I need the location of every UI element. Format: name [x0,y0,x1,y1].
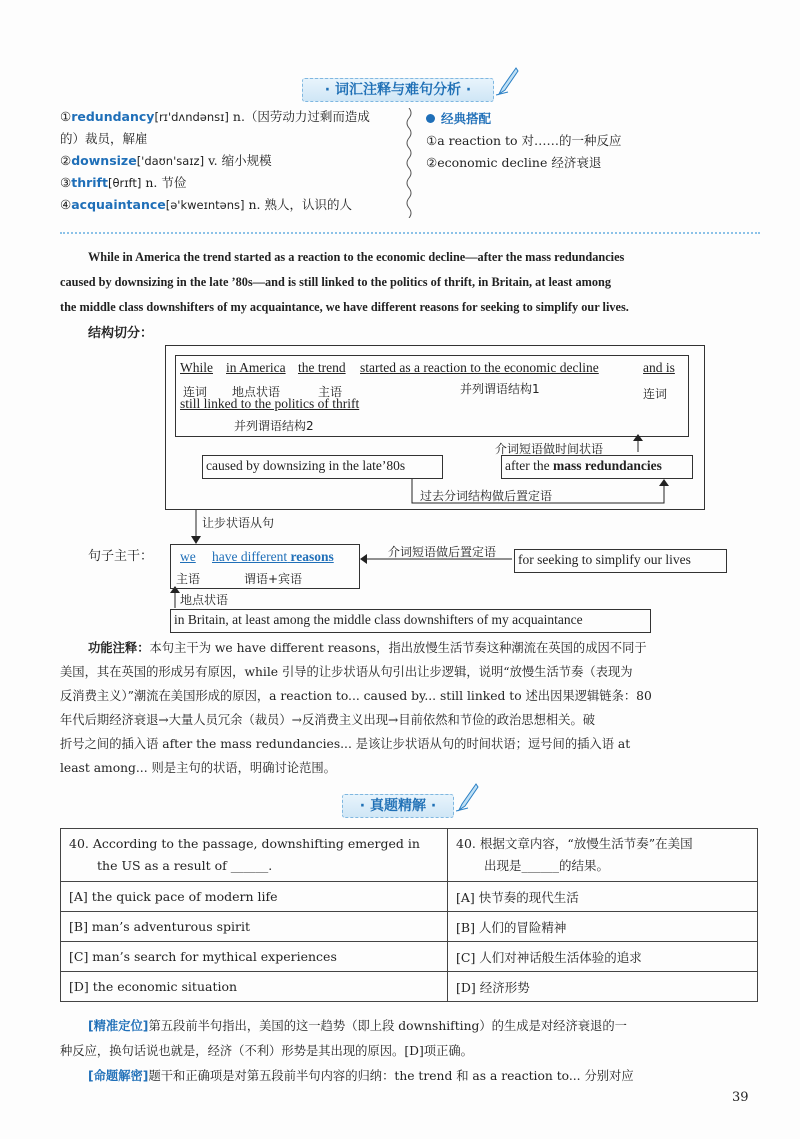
analysis [60,1014,760,1089]
sentence-line: While in America the trend started as a reaction to the economic decline—after the mass redundancies [88,250,625,264]
label-pred2: 并列谓语结构2 [234,419,314,433]
collocation-item: ②economic decline 经济衰退 [426,155,602,170]
arrow-line [412,479,664,503]
option-cn: [D] 经济形势 [448,972,758,1002]
label-main-subject: 主语 [176,572,201,586]
note-line: 功能注释：本句主干为 we have different reasons，指出放慢生活节奏这种潮流在英国的成因不同于 [88,640,647,655]
vocab-item-continued: 的）裁员，解雇 [60,131,148,146]
question-stem-en: 40. According to the passage, downshifting emerged in the US as a result of ______. [61,829,448,882]
word-in-america: in America [226,360,286,375]
sentence-line: the middle class downshifters of my acquaintance, we have different reasons for seeking to simplify our lives. [60,300,629,314]
question-stem-cn: 40. 根据文章内容，“放慢生活节奏”在美国 出现是______的结果。 [448,829,758,882]
word-for-seeking: for seeking to simplify our lives [518,552,691,567]
pen-icon [454,782,480,812]
question-table [60,828,758,1002]
arrow-head [633,434,643,441]
vocab-item: ④acquaintance[ə'kweɪntəns] n. 熟人，认识的人 [60,197,352,212]
label-place-adv2: 地点状语 [180,593,229,607]
word-we: we [180,549,196,564]
option-en: [A] the quick pace of modern life [61,882,448,912]
function-note [60,636,760,780]
vocab-item: ③thrift[θrɪft] n. 节俭 [60,175,187,190]
word-and-is: and is [643,360,675,375]
word-have: have different reasons [212,549,334,564]
label-concession: 让步状语从句 [202,516,275,530]
section-banner-questions: · 真题精解 · [342,794,454,818]
analysis-line: [精准定位]第五段前半句指出，美国的这一趋势（即上段 downshifting）的生成是对经济衰退的一 [88,1019,627,1033]
word-the-trend: the trend [298,360,346,375]
arrow-head [360,554,367,564]
main-clause-label: 句子主干： [88,549,154,564]
option-cn: [A] 快节奏的现代生活 [448,882,758,912]
arrow-head [191,536,201,544]
label-conj1: 连词 [183,385,208,399]
note-line: 年代后期经济衰退→大量人员冗余（裁员）→反消费主义出现→目前依然和节俭的政治思想相关。破 [60,713,596,727]
word-started: started as a reaction to the economic decline [360,360,599,375]
sentence-line: caused by downsizing in the late ’80s—and is still linked to the politics of thrift, in Britain, at least among [60,275,612,289]
word-caused-by: caused by downsizing in the late’80s [206,458,406,473]
option-cn: [C] 人们对神话般生活体验的追求 [448,942,758,972]
note-line: 折号之间的插入语 after the mass redundancies... 是该让步状语从句的时间状语；逗号间的插入语 at [60,737,631,751]
arrow-head [659,479,669,486]
label-prep-post: 介词短语做后置定语 [388,545,497,559]
vocab-item: ①redundancy[rɪ'dʌndənsɪ] n.（因劳动力过剩而造成 [60,109,370,124]
word-while: While [180,360,213,375]
note-line: 反消费主义）”潮流在美国形成的原因，a reaction to... caused by... still linked to 述出因果逻辑链条：80 [60,689,652,703]
table-row [61,912,758,942]
option-en: [C] man’s search for mythical experiences [61,942,448,972]
word-after: after the mass redundancies [505,458,662,473]
table-row [61,972,758,1002]
label-conj2: 连词 [643,387,668,401]
table-row [61,882,758,912]
table-row [61,829,758,882]
table-row [61,942,758,972]
collocation-title: 经典搭配 [426,108,756,130]
option-en: [D] the economic situation [61,972,448,1002]
option-en: [B] man’s adventurous spirit [61,912,448,942]
analysis-line: 种反应，换句话说也就是，经济（不利）形势是其出现的原因。[D]项正确。 [60,1044,473,1058]
page-number: 39 [732,1090,749,1105]
note-line: 美国，其在英国的形成另有原因，while 引导的让步状语从句引出让步逻辑，说明“放慢生活节奏（表现为 [60,665,633,679]
analysis-line: [命题解密]题干和正确项是对第五段前半句内容的归纳：the trend 和 as a reaction to... 分别对应 [88,1069,634,1083]
label-pred1: 并列谓语结构1 [460,382,540,396]
collocation-item: ①a reaction to 对……的一种反应 [426,133,622,148]
label-prep-time: 介词短语做时间状语 [495,442,604,456]
word-in-britain: in Britain, at least among the middle class downshifters of my acquaintance [174,612,583,627]
option-cn: [B] 人们的冒险精神 [448,912,758,942]
structure-label: 结构切分： [88,326,154,341]
label-place-adv: 地点状语 [232,385,281,399]
note-line: least among... 则是主句的状语，明确讨论范围。 [60,761,336,775]
section-banner-vocab: · 词汇注释与难句分析 · [302,78,494,102]
label-subject: 主语 [318,385,343,399]
word-still-linked: still linked to the politics of thrift [180,396,360,411]
label-past-participle: 过去分词结构做后置定语 [420,489,553,503]
vocab-item: ②downsize['daʊn'saɪz] v. 缩小规模 [60,153,272,168]
label-pred-obj: 谓语+宾语 [244,572,303,586]
